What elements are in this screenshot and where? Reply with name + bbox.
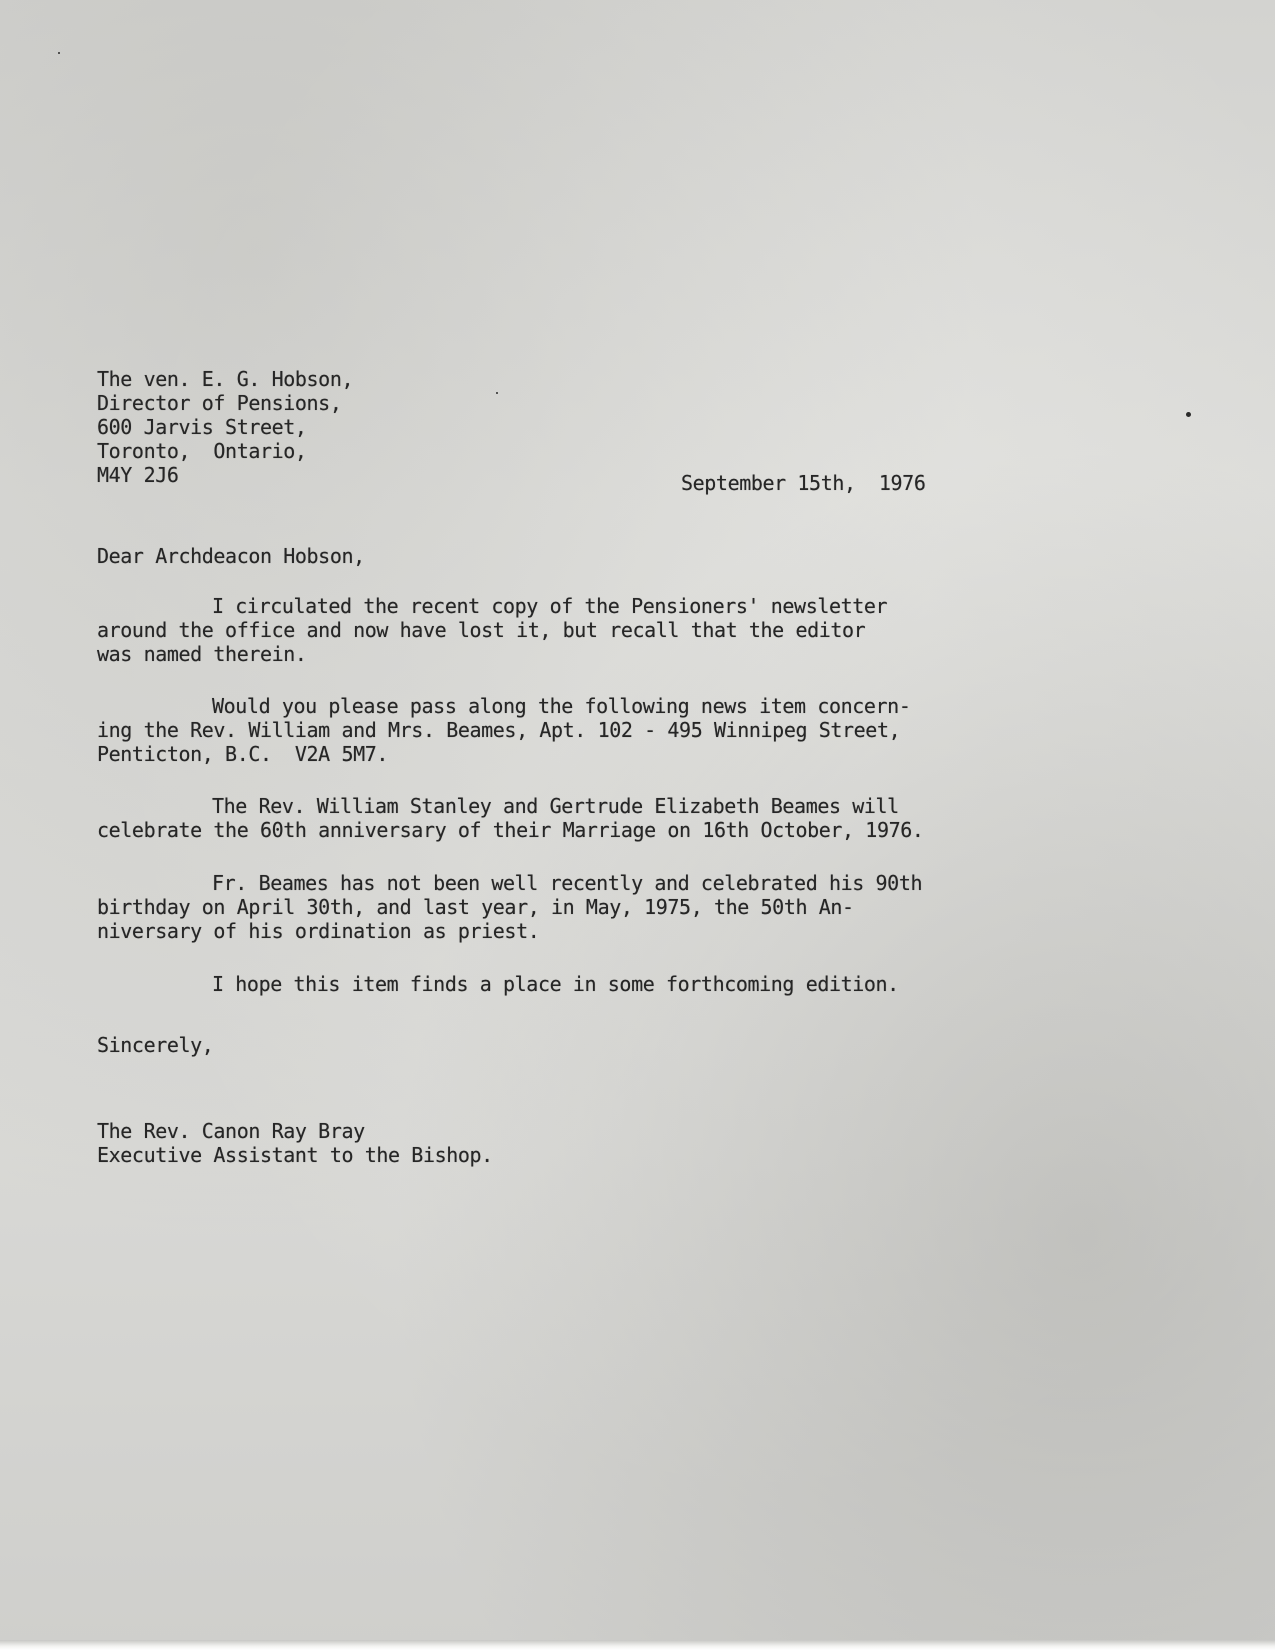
paragraph <box>97 694 910 766</box>
recipient-line: M4Y 2J6 <box>97 463 179 487</box>
paragraph-line: birthday on April 30th, and last year, in May, 1975, the 50th An- <box>97 895 854 919</box>
signature-block <box>97 1119 493 1167</box>
signature-name: The Rev. Canon Ray Bray <box>97 1119 365 1143</box>
paragraph <box>97 871 922 943</box>
paragraph-line: ing the Rev. William and Mrs. Beames, Apt. 102 - 495 Winnipeg Street, <box>97 718 901 742</box>
paragraph-line: I circulated the recent copy of the Pensioners' newsletter <box>212 594 888 618</box>
paragraph-line: I hope this item finds a place in some forthcoming edition. <box>212 972 899 996</box>
paragraph <box>97 594 887 666</box>
paragraph <box>97 794 924 842</box>
ink-speck <box>58 52 60 54</box>
recipient-line: The ven. E. G. Hobson, <box>97 367 354 391</box>
ink-speck <box>496 392 498 394</box>
paragraph-line: Penticton, B.C. V2A 5M7. <box>97 742 389 766</box>
paragraph-line: Fr. Beames has not been well recently and celebrated his 90th <box>212 871 923 895</box>
paragraph-line: celebrate the 60th anniversary of their Marriage on 16th October, 1976. <box>97 818 924 842</box>
letter-date: September 15th, 1976 <box>681 471 926 495</box>
recipient-line: Toronto, Ontario, <box>97 439 307 463</box>
paragraph-line: The Rev. William Stanley and Gertrude Elizabeth Beames will <box>212 794 899 818</box>
page-bottom-edge <box>0 1640 1275 1650</box>
salutation: Dear Archdeacon Hobson, <box>97 544 365 568</box>
paragraph-line: niversary of his ordination as priest. <box>97 919 540 943</box>
paragraph <box>97 972 899 996</box>
paragraph-line: was named therein. <box>97 642 307 666</box>
signature-title: Executive Assistant to the Bishop. <box>97 1143 493 1167</box>
ink-speck <box>1186 412 1191 417</box>
recipient-line: Director of Pensions, <box>97 391 342 415</box>
recipient-line: 600 Jarvis Street, <box>97 415 307 439</box>
recipient-address <box>97 367 353 487</box>
paragraph-line: around the office and now have lost it, but recall that the editor <box>97 618 866 642</box>
closing: Sincerely, <box>97 1033 214 1057</box>
paragraph-line: Would you please pass along the following news item concern- <box>212 694 911 718</box>
